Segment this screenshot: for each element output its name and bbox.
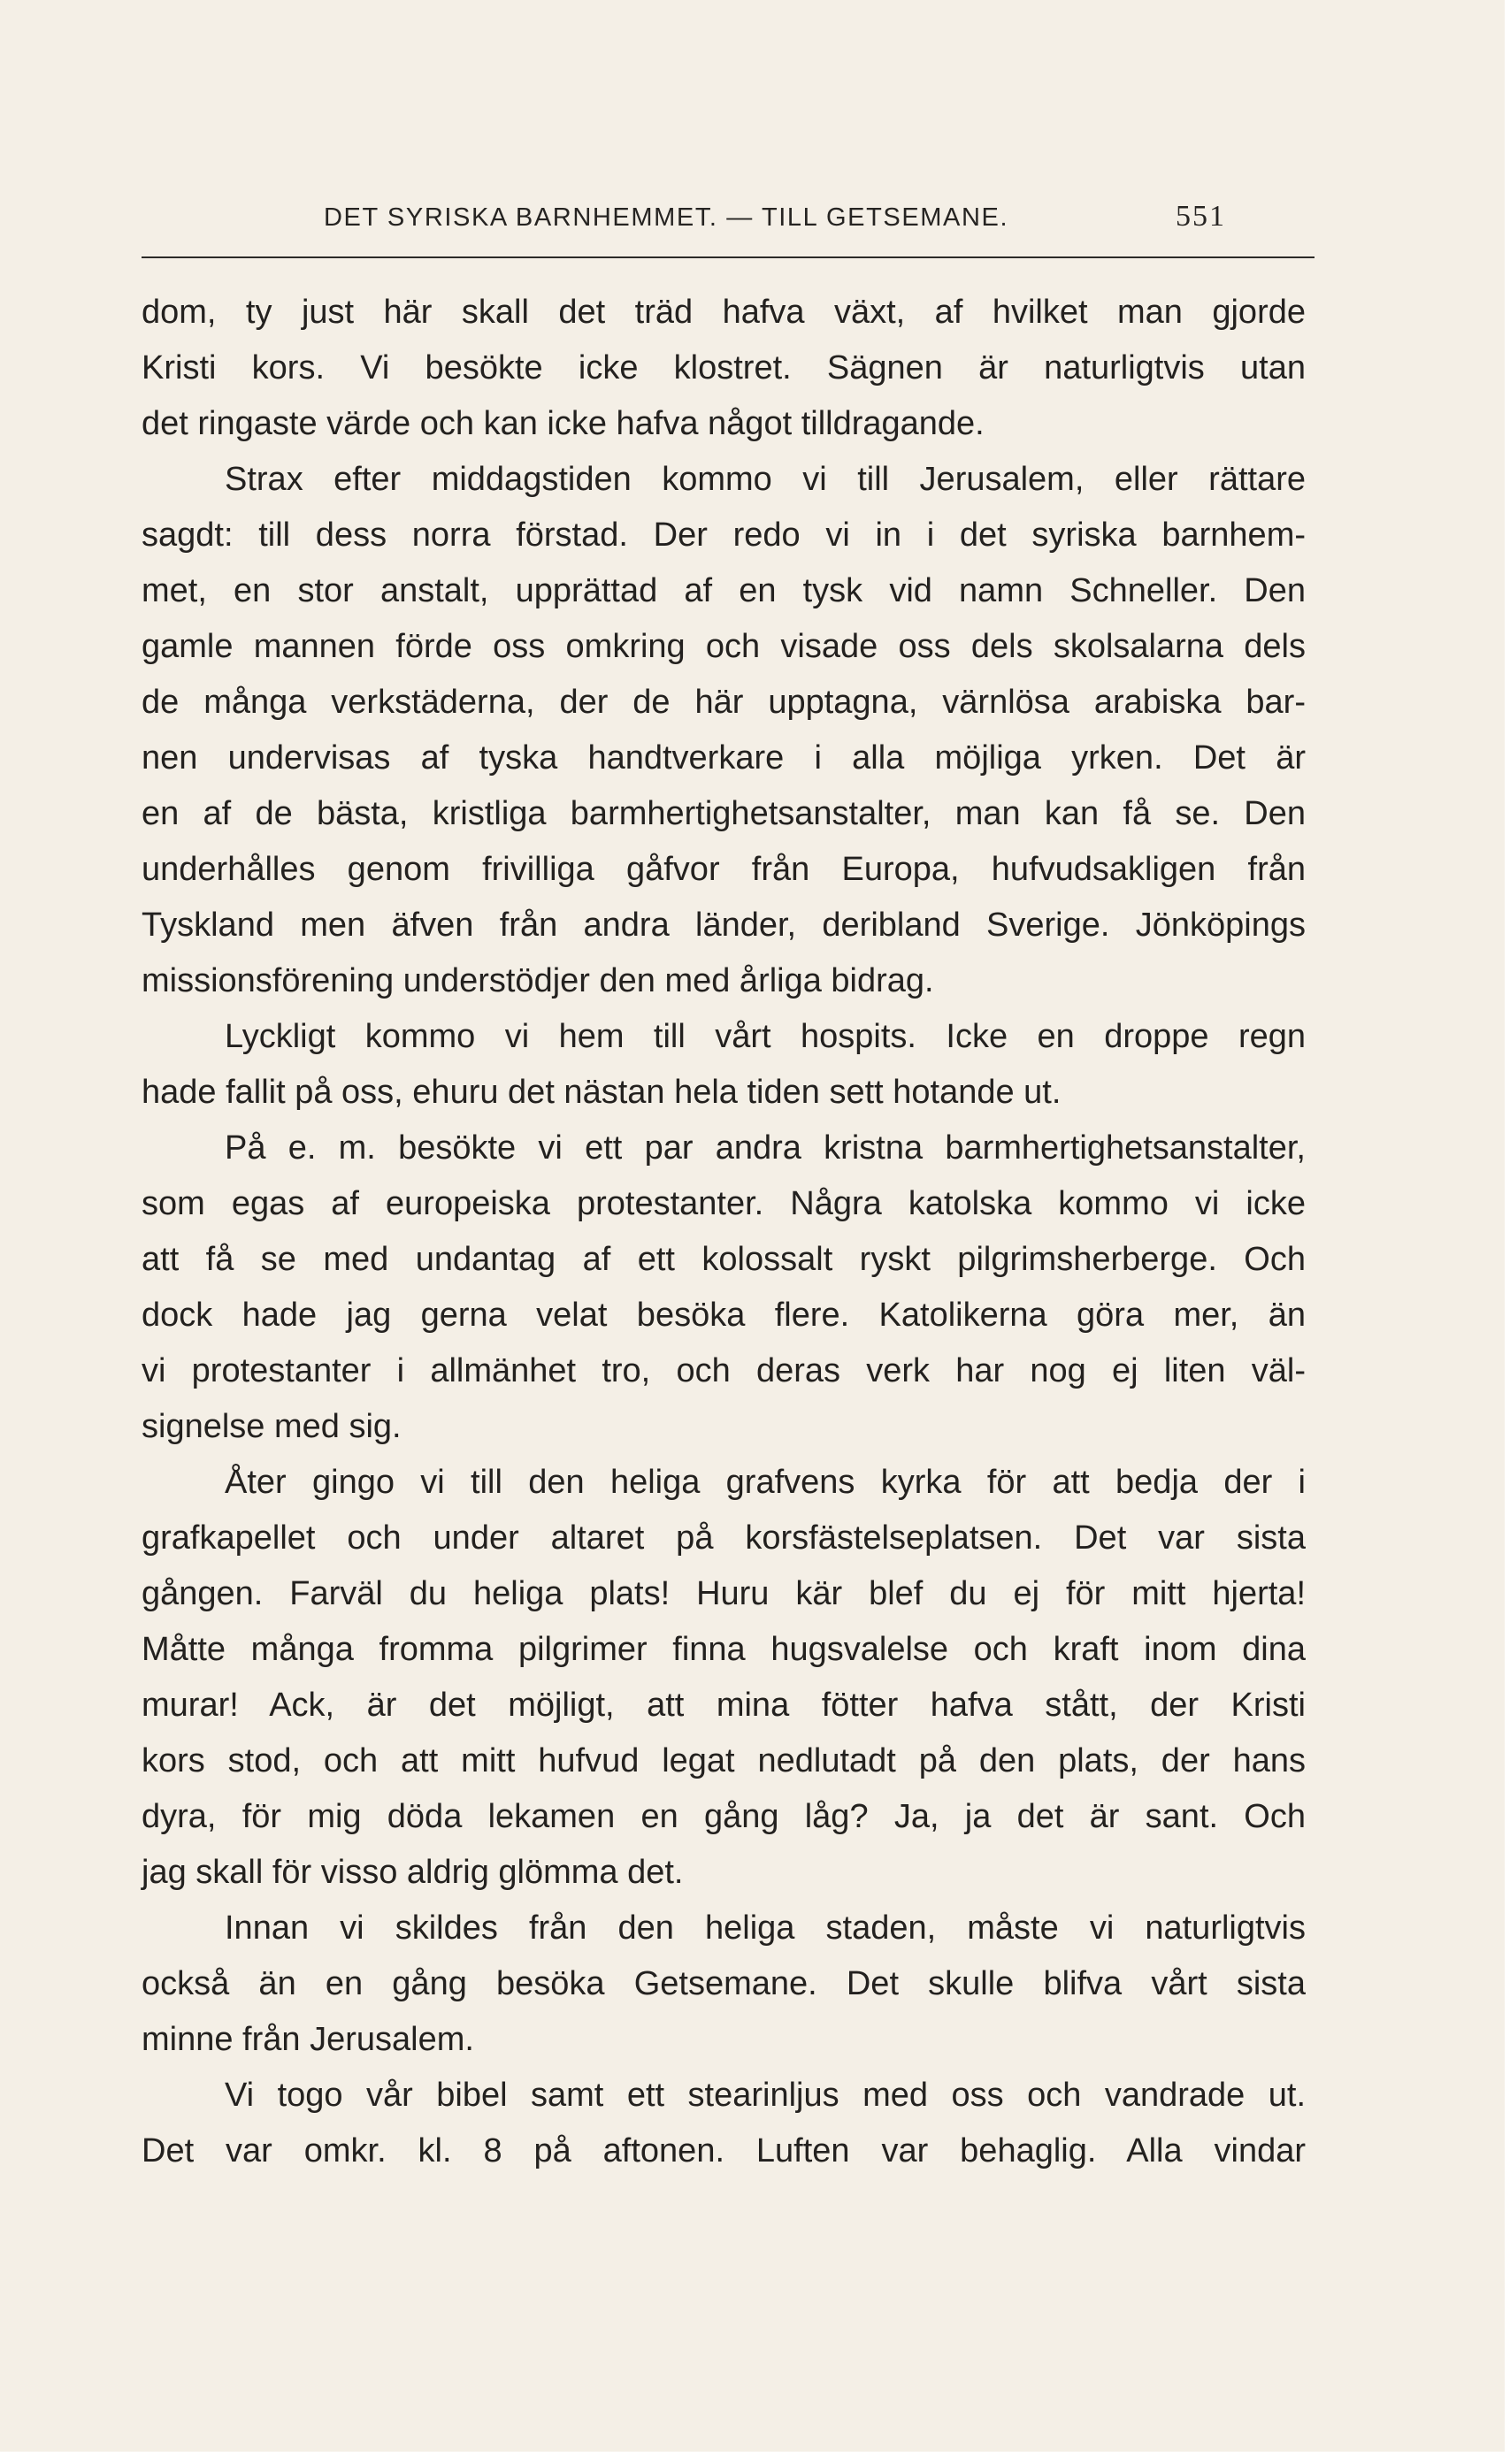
paper-edge <box>0 2452 1510 2464</box>
text-line: nen undervisas af tyska handtverkare i alla möjliga yrken. Det är <box>142 739 1306 777</box>
text-line: met, en stor anstalt, upprättad af en tysk vid namn Schneller. Den <box>142 572 1306 609</box>
text-line: Det var omkr. kl. 8 på aftonen. Luften var behaglig. Alla vindar <box>142 2132 1306 2169</box>
text-line: Åter gingo vi till den heliga grafvens kyrka för att bedja der i <box>225 1464 1306 1501</box>
text-line: gången. Farväl du heliga plats! Huru kär blef du ej för mitt hjerta! <box>142 1575 1306 1612</box>
text-line: Kristi kors. Vi besökte icke klostret. Sägnen är naturligtvis utan <box>142 349 1306 386</box>
text-line: sagdt: till dess norra förstad. Der redo vi in i det syriska barnhem- <box>142 517 1306 554</box>
text-line: dom, ty just här skall det träd hafva växt, af hvilket man gjorde <box>142 294 1306 331</box>
text-line: som egas af europeiska protestanter. Några katolska kommo vi icke <box>142 1185 1306 1222</box>
text-line: kors stod, och att mitt hufvud legat nedlutadt på den plats, der hans <box>142 1742 1306 1779</box>
text-line: Tyskland men äfven från andra länder, deribland Sverige. Jönköpings <box>142 907 1306 944</box>
text-line: Innan vi skildes från den heliga staden, måste vi naturligtvis <box>225 1909 1306 1947</box>
paper-edge <box>1505 0 1510 2464</box>
text-line: underhålles genom frivilliga gåfvor från Europa, hufvudsakligen från <box>142 851 1306 888</box>
text-line: jag skall för visso aldrig glömma det. <box>142 1854 684 1891</box>
text-line: gamle mannen förde oss omkring och visade oss dels skolsalarna dels <box>142 628 1306 665</box>
text-line: en af de bästa, kristliga barmhertighetsanstalter, man kan få se. Den <box>142 795 1306 832</box>
text-line: hade fallit på oss, ehuru det nästan hela tiden sett hotande ut. <box>142 1074 1062 1111</box>
header-rule <box>142 256 1315 258</box>
text-line: Vi togo vår bibel samt ett stearinljus med oss och vandrade ut. <box>225 2077 1306 2114</box>
text-line: signelse med sig. <box>142 1408 402 1445</box>
running-title: DET SYRISKA BARNHEMMET. — TILL GETSEMANE. <box>324 203 1009 232</box>
page-number: 551 <box>1176 200 1226 233</box>
body-text <box>142 285 1306 2179</box>
text-line: Måtte många fromma pilgrimer finna hugsvalelse och kraft inom dina <box>142 1631 1306 1668</box>
text-line: Strax efter middagstiden kommo vi till Jerusalem, eller rättare <box>225 461 1306 498</box>
text-line: missionsförening understödjer den med årliga bidrag. <box>142 962 934 999</box>
text-line: Lyckligt kommo vi hem till vårt hospits. Icke en droppe regn <box>225 1018 1306 1055</box>
text-line: också än en gång besöka Getsemane. Det skulle blifva vårt sista <box>142 1965 1306 2002</box>
text-line: grafkapellet och under altaret på korsfästelseplatsen. Det var sista <box>142 1519 1306 1557</box>
text-line: det ringaste värde och kan icke hafva något tilldragande. <box>142 405 985 442</box>
text-line: dyra, för mig döda lekamen en gång låg? Ja, ja det är sant. Och <box>142 1798 1306 1835</box>
running-head <box>324 200 1226 239</box>
text-line: de många verkstäderna, der de här upptagna, värnlösa arabiska bar- <box>142 684 1306 721</box>
text-line: vi protestanter i allmänhet tro, och deras verk har nog ej liten väl- <box>142 1352 1306 1389</box>
text-line: dock hade jag gerna velat besöka flere. Katolikerna göra mer, än <box>142 1297 1306 1334</box>
text-line: murar! Ack, är det möjligt, att mina fötter hafva stått, der Kristi <box>142 1687 1306 1724</box>
text-line: På e. m. besökte vi ett par andra kristna barmhertighetsanstalter, <box>225 1129 1306 1167</box>
text-line: minne från Jerusalem. <box>142 2021 474 2058</box>
text-line: att få se med undantag af ett kolossalt ryskt pilgrimsherberge. Och <box>142 1241 1306 1278</box>
